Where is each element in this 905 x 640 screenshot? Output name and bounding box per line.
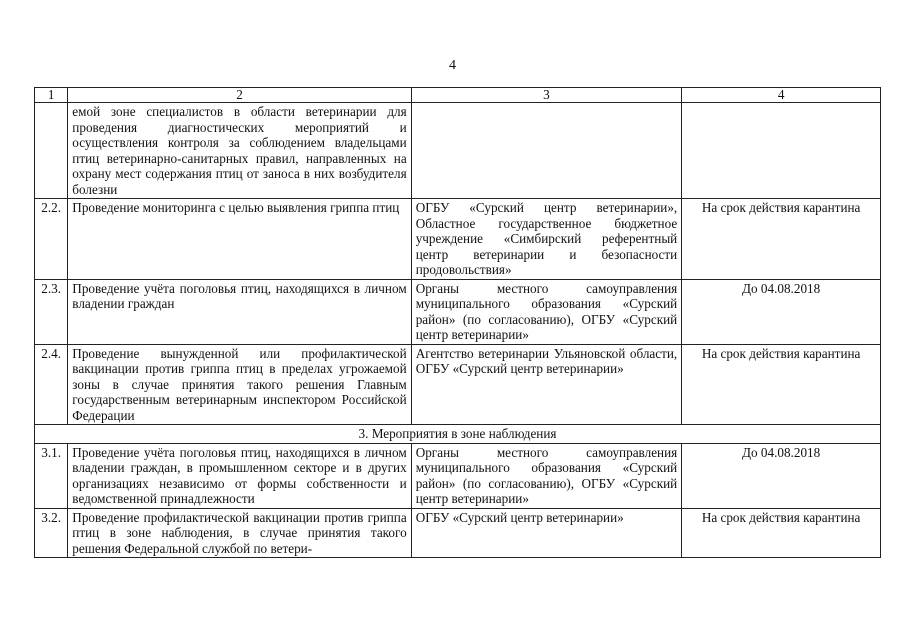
- column-number-4: 4: [682, 88, 881, 103]
- table-row: [35, 443, 881, 508]
- row-number: 2.4.: [35, 344, 68, 425]
- responsible-text: ОГБУ «Сурский центр ветеринарии»: [411, 508, 682, 558]
- table-row: [35, 344, 881, 425]
- responsible-text: ОГБУ «Сурский центр ветеринарии», Областное государственное бюджетное учреждение «Симбирский референтный центр ветеринарии и безопасности продовольствия»: [411, 199, 682, 280]
- measures-table: [34, 87, 881, 558]
- measure-text: Проведение вынужденной или профилактической вакцинации против гриппа птиц в пределах угрожаемой зоны в случае принятия такого решения Главным государственным ветеринарным инспектором Российской Федерации: [68, 344, 411, 425]
- row-number: 2.2.: [35, 199, 68, 280]
- table-row: [35, 199, 881, 280]
- measure-text: Проведение профилактической вакцинации против гриппа птиц в зоне наблюдения, в случае принятия такого решения Федеральной службой по ветери-: [68, 508, 411, 558]
- column-number-1: 1: [35, 88, 68, 103]
- responsible-text: Агентство ветеринарии Ульяновской области, ОГБУ «Сурский центр ветеринарии»: [411, 344, 682, 425]
- page-number: 4: [449, 58, 456, 73]
- column-number-3: 3: [411, 88, 682, 103]
- term-text: На срок действия карантина: [682, 344, 881, 425]
- cell-responsible: [411, 103, 682, 199]
- term-text: До 04.08.2018: [682, 443, 881, 508]
- term-text: На срок действия карантина: [682, 508, 881, 558]
- term-text: На срок действия карантина: [682, 199, 881, 280]
- table-row: [35, 508, 881, 558]
- term-text: До 04.08.2018: [682, 279, 881, 344]
- table-row-continuation: [35, 103, 881, 199]
- measure-text: Проведение учёта поголовья птиц, находящихся в личном владении граждан: [68, 279, 411, 344]
- table-row: [35, 279, 881, 344]
- measure-text: Проведение мониторинга с целью выявления гриппа птиц: [68, 199, 411, 280]
- section-3-title: 3. Мероприятия в зоне наблюдения: [35, 425, 881, 444]
- responsible-text: Органы местного самоуправления муниципального образования «Сурский район» (по согласованию), ОГБУ «Сурский центр ветеринарии»: [411, 443, 682, 508]
- column-number-2: 2: [68, 88, 411, 103]
- section-heading-row: [35, 425, 881, 444]
- row-number: 2.3.: [35, 279, 68, 344]
- cell-measure: емой зоне специалистов в области ветеринарии для проведения диагностических мероприятий и осуществления контроля за соблюдением владельцами птиц ветеринарно-санитарных правил, направленных на охрану мест содержания птиц от заноса в них возбудителя болезни: [68, 103, 411, 199]
- row-number: 3.2.: [35, 508, 68, 558]
- measure-text: Проведение учёта поголовья птиц, находящихся в личном владении граждан, в промышленном секторе и в других организациях независимо от формы собственности и ведомственной принадлежности: [68, 443, 411, 508]
- column-number-row: [35, 88, 881, 103]
- cell-num: [35, 103, 68, 199]
- cell-term: [682, 103, 881, 199]
- responsible-text: Органы местного самоуправления муниципального образования «Сурский район» (по согласованию), ОГБУ «Сурский центр ветеринарии»: [411, 279, 682, 344]
- row-number: 3.1.: [35, 443, 68, 508]
